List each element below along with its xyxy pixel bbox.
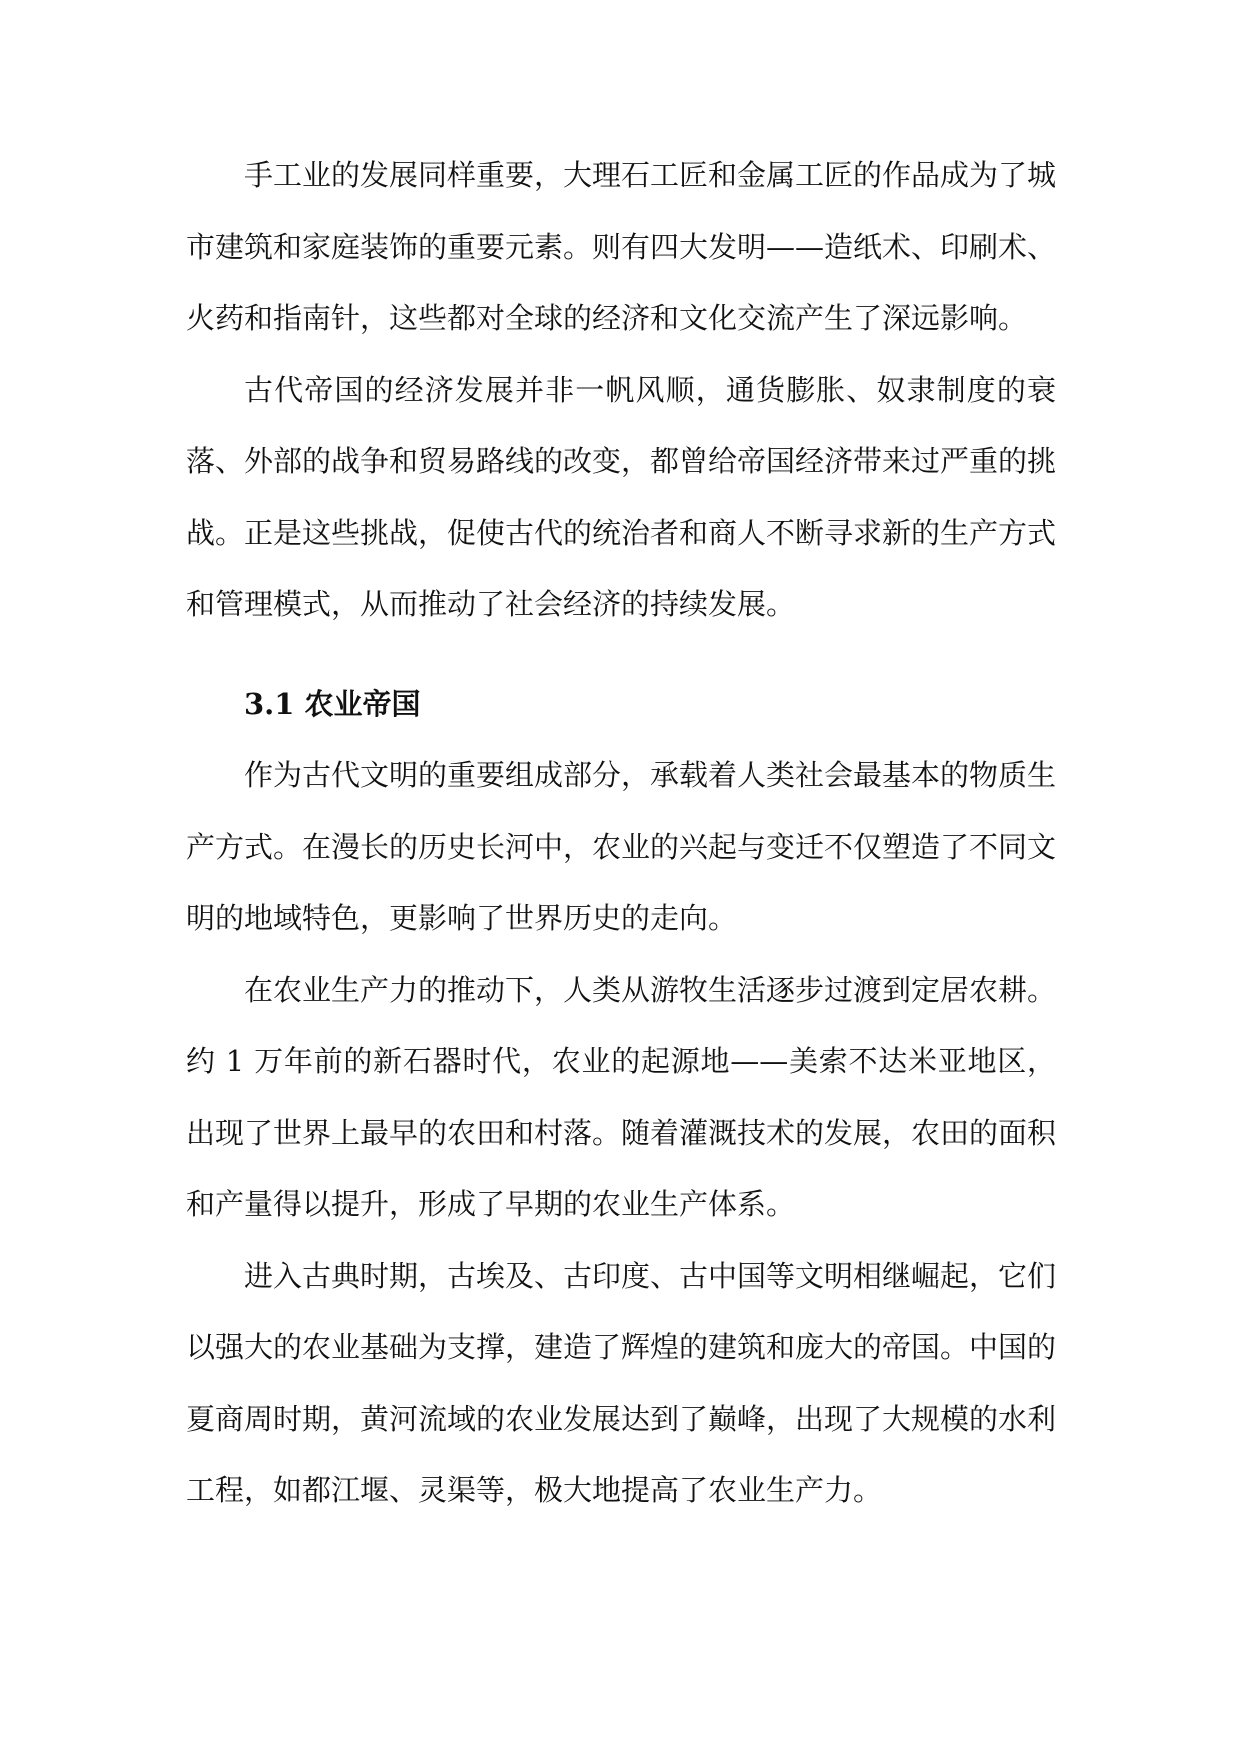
paragraph-economic-challenges: 古代帝国的经济发展并非一帆风顺，通货膨胀、奴隶制度的衰落、外部的战争和贸易路线的改变，都曾给帝国经济带来过严重的挑战。正是这些挑战，促使古代的统治者和商人不断寻求新的生产方式和管理模式，从而推动了社会经济的持续发展。 [186,372,1057,621]
section-heading: 3.1 农业帝国 [244,686,421,721]
paragraph-classical-period: 进入古典时期，古埃及、古印度、古中国等文明相继崛起，它们以强大的农业基础为支撑，建造了辉煌的建筑和庞大的帝国。中国的夏商周时期，黄河流域的农业发展达到了巅峰，出现了大规模的水利工程，如都江堰、灵渠等，极大地提高了农业生产力。 [186,1258,1057,1507]
paragraph-agriculture-intro: 作为古代文明的重要组成部分，承载着人类社会最基本的物质生产方式。在漫长的历史长河中，农业的兴起与变迁不仅塑造了不同文明的地域特色，更影响了世界历史的走向。 [186,758,1057,935]
paragraph-handicraft: 手工业的发展同样重要，大理石工匠和金属工匠的作品成为了城市建筑和家庭装饰的重要元素。则有四大发明——造纸术、印刷术、火药和指南针，这些都对全球的经济和文化交流产生了深远影响。 [186,158,1057,335]
document-body [186,140,1056,1527]
paragraph-neolithic-farming: 在农业生产力的推动下，人类从游牧生活逐步过渡到定居农耕。约 1 万年前的新石器时代，农业的起源地——美索不达米亚地区，出现了世界上最早的农田和村落。随着灌溉技术的发展，农田的面积和产量得以提升，形成了早期的农业生产体系。 [186,972,1057,1221]
